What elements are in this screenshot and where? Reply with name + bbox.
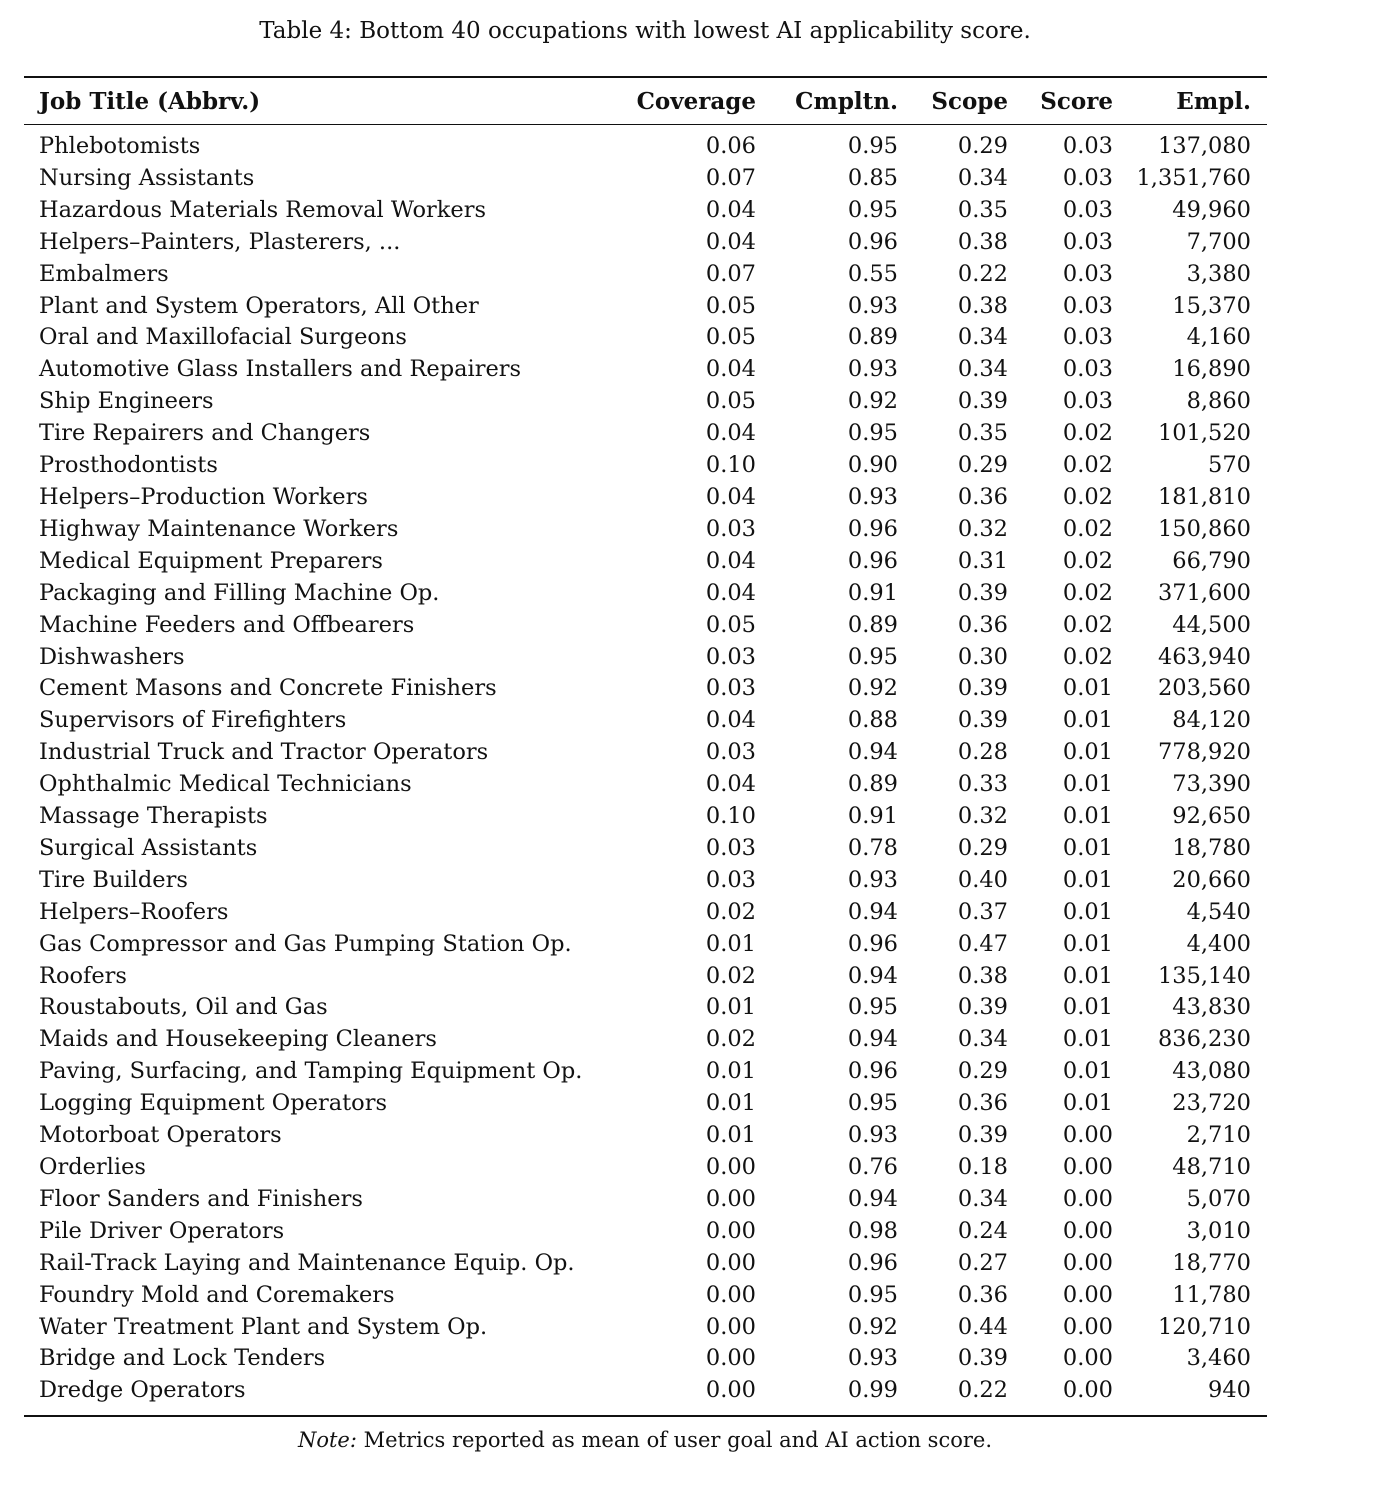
cell-employment: 3,380 [1186, 260, 1251, 287]
cell-scope: 0.39 [957, 707, 1008, 734]
cell-score: 0.00 [1062, 1345, 1113, 1372]
cell-completion: 0.96 [847, 228, 898, 255]
cell-coverage: 0.01 [705, 1058, 756, 1085]
table-row [24, 1056, 1267, 1088]
cell-completion: 0.95 [847, 1090, 898, 1117]
cell-job-title: Surgical Assistants [39, 834, 258, 861]
cell-coverage: 0.02 [705, 898, 756, 925]
cell-employment: 4,540 [1186, 898, 1251, 925]
cell-employment: 11,780 [1172, 1281, 1251, 1308]
cell-job-title: Tire Builders [39, 866, 188, 893]
cell-coverage: 0.05 [705, 611, 756, 638]
cell-employment: 3,460 [1186, 1345, 1251, 1372]
table-row [24, 642, 1267, 674]
cell-job-title: Highway Maintenance Workers [39, 515, 399, 542]
cell-job-title: Bridge and Lock Tenders [39, 1345, 326, 1372]
cell-completion: 0.55 [847, 260, 898, 287]
cell-completion: 0.89 [847, 324, 898, 351]
cell-job-title: Nursing Assistants [39, 164, 255, 191]
cell-job-title: Packaging and Filling Machine Op. [39, 579, 440, 606]
table-row [24, 992, 1267, 1024]
cell-score: 0.01 [1062, 707, 1113, 734]
cell-job-title: Ophthalmic Medical Technicians [39, 771, 412, 798]
cell-completion: 0.89 [847, 611, 898, 638]
cell-employment: 43,830 [1172, 994, 1251, 1021]
cell-completion: 0.94 [847, 1185, 898, 1212]
cell-employment: 44,500 [1172, 611, 1251, 638]
cell-score: 0.00 [1062, 1122, 1113, 1149]
note-text: Metrics reported as mean of user goal and AI action score. [363, 1428, 993, 1452]
cell-job-title: Embalmers [39, 260, 169, 287]
cell-scope: 0.37 [957, 898, 1008, 925]
cell-scope: 0.22 [957, 1377, 1008, 1404]
cell-coverage: 0.03 [705, 739, 756, 766]
cell-score: 0.02 [1062, 515, 1113, 542]
cell-coverage: 0.05 [705, 324, 756, 351]
cell-coverage: 0.00 [705, 1377, 756, 1404]
cell-scope: 0.24 [957, 1217, 1008, 1244]
table-row [24, 610, 1267, 642]
cell-employment: 3,010 [1186, 1217, 1251, 1244]
table-row [24, 1120, 1267, 1152]
cell-job-title: Supervisors of Firefighters [39, 707, 347, 734]
cell-coverage: 0.00 [705, 1249, 756, 1276]
cell-scope: 0.30 [957, 643, 1008, 670]
cell-completion: 0.88 [847, 707, 898, 734]
cell-score: 0.01 [1062, 771, 1113, 798]
cell-job-title: Automotive Glass Installers and Repairers [39, 356, 522, 383]
cell-job-title: Motorboat Operators [39, 1122, 282, 1149]
table-row [24, 737, 1267, 769]
occupations-table [24, 76, 1267, 1417]
cell-scope: 0.33 [957, 771, 1008, 798]
cell-coverage: 0.00 [705, 1185, 756, 1212]
cell-scope: 0.39 [957, 675, 1008, 702]
cell-score: 0.00 [1062, 1185, 1113, 1212]
cell-employment: 463,940 [1157, 643, 1251, 670]
cell-scope: 0.39 [957, 994, 1008, 1021]
table-row [24, 163, 1267, 195]
cell-scope: 0.22 [957, 260, 1008, 287]
cell-job-title: Dishwashers [39, 643, 185, 670]
cell-job-title: Phlebotomists [39, 133, 201, 159]
cell-coverage: 0.04 [705, 228, 756, 255]
bottom-rule [24, 1415, 1267, 1417]
table-row [24, 354, 1267, 386]
cell-scope: 0.18 [957, 1154, 1008, 1180]
cell-coverage: 0.07 [705, 164, 756, 191]
header-scope: Scope [931, 87, 1008, 115]
cell-employment: 1,351,760 [1136, 164, 1251, 191]
cell-score: 0.01 [1062, 834, 1113, 861]
cell-coverage: 0.00 [705, 1313, 756, 1340]
cell-employment: 20,660 [1172, 866, 1251, 893]
cell-job-title: Helpers–Painters, Plasterers, ... [39, 228, 401, 255]
cell-completion: 0.91 [847, 803, 898, 830]
cell-score: 0.02 [1062, 547, 1113, 574]
cell-job-title: Paving, Surfacing, and Tamping Equipment Op. [39, 1058, 583, 1085]
cell-employment: 137,080 [1157, 133, 1251, 159]
cell-completion: 0.93 [847, 292, 898, 319]
cell-employment: 49,960 [1172, 196, 1251, 223]
cell-completion: 0.93 [847, 1345, 898, 1372]
cell-completion: 0.96 [847, 1249, 898, 1276]
cell-scope: 0.40 [957, 866, 1008, 893]
cell-completion: 0.93 [847, 866, 898, 893]
cell-job-title: Massage Therapists [39, 803, 268, 830]
table-row [24, 801, 1267, 833]
table-row [24, 769, 1267, 801]
table-row [24, 897, 1267, 929]
cell-completion: 0.76 [847, 1154, 898, 1180]
cell-employment: 18,780 [1172, 834, 1251, 861]
table-row [24, 322, 1267, 354]
table-row [24, 673, 1267, 705]
cell-job-title: Medical Equipment Preparers [39, 547, 383, 574]
cell-employment: 16,890 [1172, 356, 1251, 383]
cell-score: 0.03 [1062, 324, 1113, 351]
cell-scope: 0.47 [957, 930, 1008, 957]
cell-job-title: Oral and Maxillofacial Surgeons [39, 324, 407, 351]
cell-employment: 8,860 [1186, 388, 1251, 415]
cell-completion: 0.90 [847, 452, 898, 479]
cell-scope: 0.44 [957, 1313, 1008, 1340]
cell-job-title: Helpers–Roofers [39, 898, 229, 925]
cell-coverage: 0.04 [705, 483, 756, 510]
table-row [24, 1312, 1267, 1344]
cell-coverage: 0.10 [705, 452, 756, 479]
cell-coverage: 0.03 [705, 515, 756, 542]
cell-scope: 0.38 [957, 228, 1008, 255]
cell-score: 0.03 [1062, 356, 1113, 383]
cell-job-title: Dredge Operators [39, 1377, 246, 1404]
cell-employment: 120,710 [1157, 1313, 1251, 1340]
table-row [24, 1248, 1267, 1280]
cell-score: 0.01 [1062, 675, 1113, 702]
table-caption: Table 4: Bottom 40 occupations with lowest AI applicability score. [259, 18, 1031, 44]
cell-completion: 0.96 [847, 515, 898, 542]
cell-score: 0.01 [1062, 866, 1113, 893]
cell-coverage: 0.04 [705, 420, 756, 447]
table-row [24, 514, 1267, 546]
cell-job-title: Orderlies [39, 1154, 146, 1180]
cell-employment: 92,650 [1172, 803, 1251, 830]
cell-scope: 0.36 [957, 611, 1008, 638]
cell-employment: 66,790 [1172, 547, 1251, 574]
header-score: Score [1040, 87, 1113, 115]
cell-job-title: Industrial Truck and Tractor Operators [39, 739, 489, 766]
cell-score: 0.03 [1062, 260, 1113, 287]
cell-score: 0.03 [1062, 133, 1113, 159]
cell-completion: 0.98 [847, 1217, 898, 1244]
cell-completion: 0.85 [847, 164, 898, 191]
cell-employment: 940 [1208, 1377, 1251, 1404]
cell-coverage: 0.04 [705, 356, 756, 383]
table-row [24, 705, 1267, 737]
cell-coverage: 0.07 [705, 260, 756, 287]
cell-score: 0.01 [1062, 1058, 1113, 1085]
cell-completion: 0.99 [847, 1377, 898, 1404]
cell-employment: 570 [1208, 452, 1251, 479]
cell-coverage: 0.02 [705, 1026, 756, 1053]
cell-completion: 0.93 [847, 483, 898, 510]
cell-scope: 0.34 [957, 324, 1008, 351]
cell-scope: 0.39 [957, 388, 1008, 415]
cell-coverage: 0.03 [705, 675, 756, 702]
cell-job-title: Gas Compressor and Gas Pumping Station Op. [39, 930, 572, 957]
cell-employment: 5,070 [1186, 1185, 1251, 1212]
cell-completion: 0.95 [847, 1281, 898, 1308]
cell-scope: 0.36 [957, 483, 1008, 510]
cell-completion: 0.94 [847, 962, 898, 989]
cell-employment: 4,160 [1186, 324, 1251, 351]
cell-scope: 0.31 [957, 547, 1008, 574]
cell-employment: 203,560 [1157, 675, 1251, 702]
table-row [24, 386, 1267, 418]
table-note [0, 1425, 1290, 1455]
cell-completion: 0.96 [847, 547, 898, 574]
header-completion: Cmpltn. [795, 87, 898, 115]
cell-job-title: Prosthodontists [39, 452, 218, 479]
cell-score: 0.02 [1062, 483, 1113, 510]
cell-score: 0.01 [1062, 898, 1113, 925]
cell-score: 0.00 [1062, 1217, 1113, 1244]
cell-completion: 0.92 [847, 388, 898, 415]
table-row [24, 227, 1267, 259]
cell-scope: 0.32 [957, 803, 1008, 830]
table-row [24, 195, 1267, 227]
header-coverage: Coverage [636, 87, 756, 115]
table-body [24, 131, 1267, 1407]
cell-scope: 0.39 [957, 1345, 1008, 1372]
cell-score: 0.02 [1062, 611, 1113, 638]
table-row [24, 865, 1267, 897]
cell-completion: 0.93 [847, 1122, 898, 1149]
cell-employment: 135,140 [1157, 962, 1251, 989]
cell-score: 0.01 [1062, 739, 1113, 766]
cell-completion: 0.89 [847, 771, 898, 798]
table-row [24, 1343, 1267, 1375]
cell-completion: 0.94 [847, 1026, 898, 1053]
table-row [24, 1152, 1267, 1184]
cell-job-title: Foundry Mold and Coremakers [39, 1281, 395, 1308]
cell-job-title: Roofers [39, 962, 127, 989]
cell-completion: 0.95 [847, 643, 898, 670]
cell-job-title: Cement Masons and Concrete Finishers [39, 675, 497, 702]
cell-scope: 0.29 [957, 834, 1008, 861]
table-row [24, 131, 1267, 163]
cell-scope: 0.34 [957, 164, 1008, 191]
cell-coverage: 0.04 [705, 707, 756, 734]
cell-employment: 7,700 [1186, 228, 1251, 255]
cell-completion: 0.96 [847, 1058, 898, 1085]
cell-coverage: 0.01 [705, 994, 756, 1021]
table-row [24, 1024, 1267, 1056]
table-row [24, 1375, 1267, 1407]
cell-score: 0.00 [1062, 1249, 1113, 1276]
cell-coverage: 0.04 [705, 196, 756, 223]
cell-scope: 0.38 [957, 292, 1008, 319]
cell-score: 0.03 [1062, 164, 1113, 191]
cell-completion: 0.92 [847, 675, 898, 702]
cell-completion: 0.95 [847, 133, 898, 159]
cell-coverage: 0.03 [705, 643, 756, 670]
cell-completion: 0.78 [847, 834, 898, 861]
cell-job-title: Maids and Housekeeping Cleaners [39, 1026, 437, 1053]
cell-coverage: 0.00 [705, 1345, 756, 1372]
cell-coverage: 0.03 [705, 834, 756, 861]
cell-score: 0.01 [1062, 803, 1113, 830]
table-row [24, 450, 1267, 482]
cell-employment: 15,370 [1172, 292, 1251, 319]
cell-coverage: 0.04 [705, 547, 756, 574]
cell-coverage: 0.05 [705, 292, 756, 319]
cell-score: 0.02 [1062, 643, 1113, 670]
cell-employment: 23,720 [1172, 1090, 1251, 1117]
cell-scope: 0.35 [957, 196, 1008, 223]
cell-scope: 0.34 [957, 1185, 1008, 1212]
cell-scope: 0.29 [957, 133, 1008, 159]
cell-coverage: 0.00 [705, 1281, 756, 1308]
cell-score: 0.01 [1062, 1090, 1113, 1117]
cell-employment: 84,120 [1172, 707, 1251, 734]
cell-completion: 0.93 [847, 356, 898, 383]
table-row [24, 1216, 1267, 1248]
cell-score: 0.00 [1062, 1281, 1113, 1308]
cell-employment: 18,770 [1172, 1249, 1251, 1276]
cell-completion: 0.95 [847, 196, 898, 223]
table-row [24, 546, 1267, 578]
data-table-body [24, 131, 1267, 1407]
cell-scope: 0.32 [957, 515, 1008, 542]
cell-job-title: Machine Feeders and Offbearers [39, 611, 415, 638]
table-row [24, 291, 1267, 323]
table-row [24, 259, 1267, 291]
cell-scope: 0.28 [957, 739, 1008, 766]
cell-coverage: 0.01 [705, 930, 756, 957]
cell-score: 0.01 [1062, 930, 1113, 957]
cell-completion: 0.96 [847, 930, 898, 957]
cell-job-title: Logging Equipment Operators [39, 1090, 388, 1117]
cell-score: 0.01 [1062, 1026, 1113, 1053]
cell-score: 0.01 [1062, 994, 1113, 1021]
cell-job-title: Plant and System Operators, All Other [39, 292, 479, 319]
cell-employment: 73,390 [1172, 771, 1251, 798]
cell-coverage: 0.04 [705, 771, 756, 798]
cell-completion: 0.91 [847, 579, 898, 606]
cell-score: 0.00 [1062, 1313, 1113, 1340]
header-job-title: Job Title (Abbrv.) [39, 87, 261, 115]
cell-coverage: 0.10 [705, 803, 756, 830]
cell-coverage: 0.00 [705, 1154, 756, 1180]
cell-score: 0.02 [1062, 579, 1113, 606]
cell-score: 0.00 [1062, 1154, 1113, 1180]
table-row [24, 961, 1267, 993]
cell-employment: 48,710 [1172, 1154, 1251, 1180]
table-row [24, 1184, 1267, 1216]
cell-job-title: Pile Driver Operators [39, 1217, 285, 1244]
cell-scope: 0.39 [957, 579, 1008, 606]
cell-score: 0.03 [1062, 388, 1113, 415]
cell-scope: 0.36 [957, 1090, 1008, 1117]
header-row [24, 78, 1267, 124]
cell-job-title: Tire Repairers and Changers [39, 420, 371, 447]
cell-scope: 0.27 [957, 1249, 1008, 1276]
cell-score: 0.02 [1062, 452, 1113, 479]
cell-job-title: Hazardous Materials Removal Workers [39, 196, 487, 223]
cell-completion: 0.95 [847, 994, 898, 1021]
cell-completion: 0.94 [847, 898, 898, 925]
table-row [24, 1280, 1267, 1312]
cell-completion: 0.92 [847, 1313, 898, 1340]
header-employment: Empl. [1176, 87, 1251, 115]
data-table [24, 78, 1267, 124]
cell-score: 0.00 [1062, 1377, 1113, 1404]
cell-coverage: 0.06 [705, 133, 756, 159]
cell-employment: 181,810 [1157, 483, 1251, 510]
cell-job-title: Rail-Track Laying and Maintenance Equip. Op. [39, 1249, 575, 1276]
table-row [24, 418, 1267, 450]
cell-coverage: 0.03 [705, 866, 756, 893]
cell-score: 0.03 [1062, 292, 1113, 319]
cell-job-title: Ship Engineers [39, 388, 214, 415]
cell-coverage: 0.04 [705, 579, 756, 606]
cell-coverage: 0.00 [705, 1217, 756, 1244]
cell-employment: 43,080 [1172, 1058, 1251, 1085]
cell-score: 0.02 [1062, 420, 1113, 447]
cell-scope: 0.34 [957, 356, 1008, 383]
cell-employment: 371,600 [1157, 579, 1251, 606]
cell-coverage: 0.01 [705, 1122, 756, 1149]
cell-completion: 0.94 [847, 739, 898, 766]
table-row [24, 482, 1267, 514]
cell-job-title: Water Treatment Plant and System Op. [39, 1313, 488, 1340]
cell-scope: 0.34 [957, 1026, 1008, 1053]
table-row [24, 929, 1267, 961]
cell-employment: 2,710 [1186, 1122, 1251, 1149]
cell-scope: 0.36 [957, 1281, 1008, 1308]
cell-scope: 0.38 [957, 962, 1008, 989]
cell-scope: 0.29 [957, 452, 1008, 479]
cell-employment: 101,520 [1157, 420, 1251, 447]
cell-employment: 836,230 [1157, 1026, 1251, 1053]
table-row [24, 578, 1267, 610]
cell-job-title: Roustabouts, Oil and Gas [39, 994, 328, 1021]
cell-score: 0.01 [1062, 962, 1113, 989]
cell-coverage: 0.05 [705, 388, 756, 415]
cell-job-title: Floor Sanders and Finishers [39, 1185, 363, 1212]
cell-employment: 150,860 [1157, 515, 1251, 542]
cell-employment: 778,920 [1157, 739, 1251, 766]
table-header [24, 78, 1267, 124]
cell-employment: 4,400 [1186, 930, 1251, 957]
cell-completion: 0.95 [847, 420, 898, 447]
cell-coverage: 0.01 [705, 1090, 756, 1117]
cell-scope: 0.29 [957, 1058, 1008, 1085]
table-row [24, 833, 1267, 865]
cell-score: 0.03 [1062, 228, 1113, 255]
cell-coverage: 0.02 [705, 962, 756, 989]
cell-job-title: Helpers–Production Workers [39, 483, 368, 510]
cell-scope: 0.39 [957, 1122, 1008, 1149]
table-row [24, 1088, 1267, 1120]
note-label: Note: [297, 1428, 357, 1452]
cell-score: 0.03 [1062, 196, 1113, 223]
cell-scope: 0.35 [957, 420, 1008, 447]
